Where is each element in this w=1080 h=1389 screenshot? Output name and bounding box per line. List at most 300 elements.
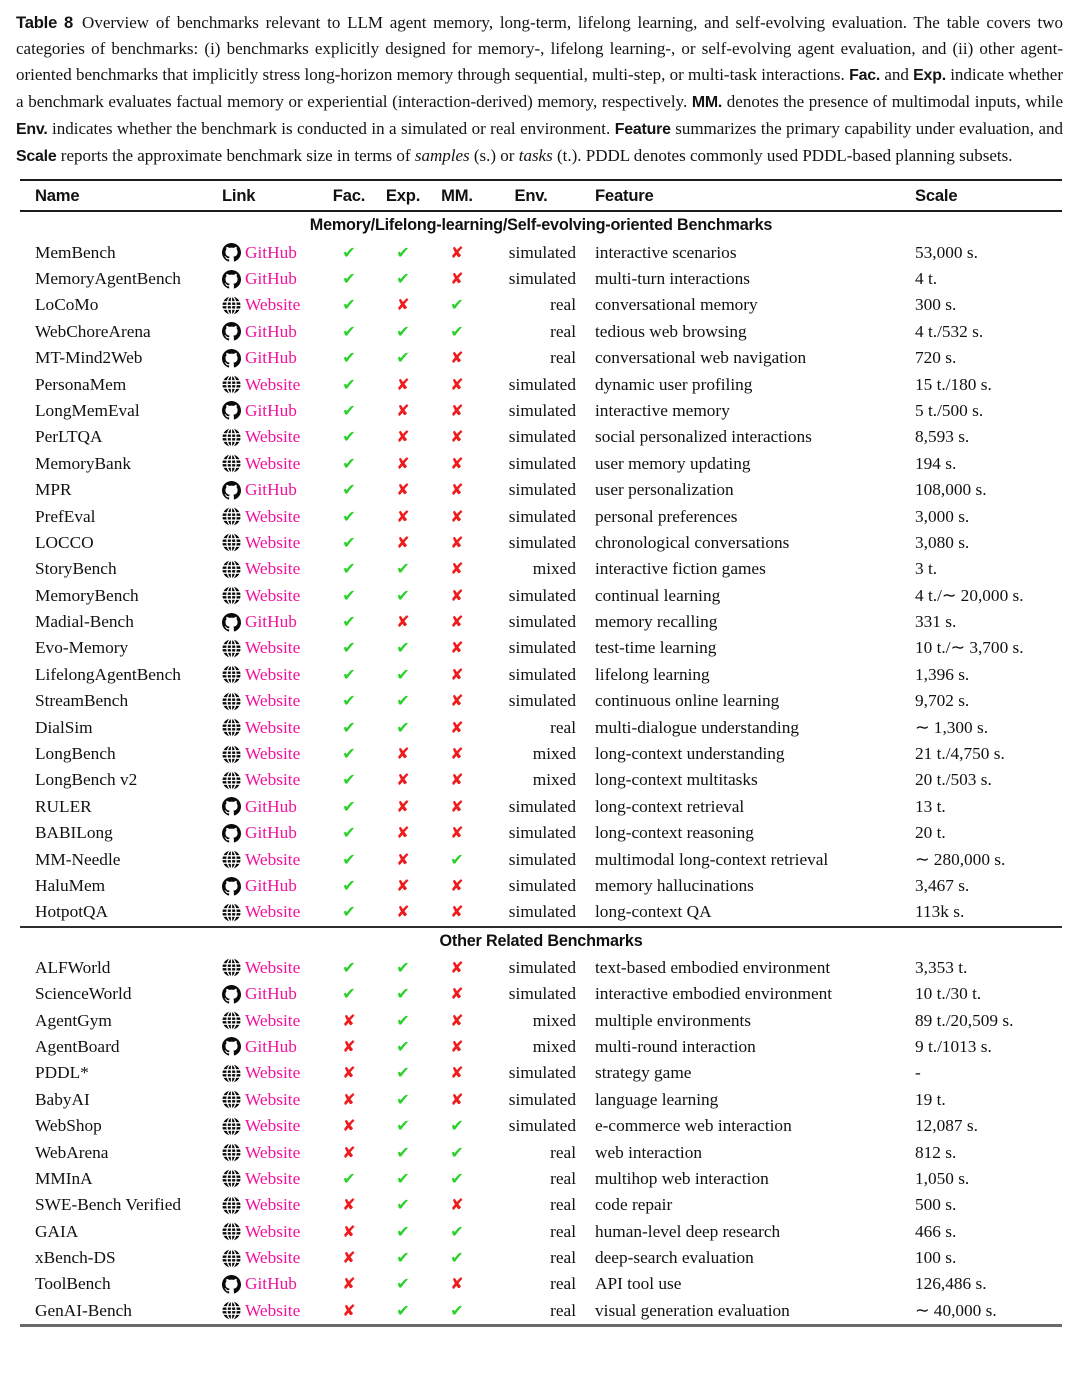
github-icon	[222, 1275, 241, 1294]
feature-text: long-context multitasks	[595, 770, 758, 790]
benchmark-link[interactable]	[222, 797, 322, 817]
feature-text: continual learning	[595, 585, 721, 605]
globe-icon	[222, 296, 241, 315]
feature-text: lifelong learning	[595, 664, 710, 684]
benchmark-link[interactable]	[222, 586, 322, 606]
globe-icon	[222, 533, 241, 552]
benchmark-link[interactable]	[222, 744, 322, 764]
benchmark-name: AgentGym	[35, 1010, 112, 1030]
cross-icon: ✘	[342, 1089, 356, 1109]
check-icon: ✔	[396, 1116, 410, 1136]
check-icon: ✔	[342, 400, 356, 420]
env-value: real	[550, 295, 576, 315]
benchmark-link[interactable]	[222, 1037, 322, 1057]
check-icon: ✔	[342, 796, 356, 816]
table-row	[20, 955, 1062, 981]
link-label: Website	[245, 770, 301, 790]
scale-value: 4 t./∼ 20,000 s.	[915, 585, 1024, 605]
env-value: simulated	[508, 876, 576, 895]
cross-icon: ✘	[450, 585, 464, 605]
benchmark-link[interactable]	[222, 1301, 322, 1321]
env-value: real	[550, 1300, 576, 1320]
caption-text: tasks	[518, 145, 553, 165]
check-icon: ✔	[396, 1010, 410, 1030]
table-row	[20, 1034, 1062, 1060]
link-label: Website	[245, 717, 301, 737]
table-bottom-rule	[20, 1324, 1062, 1327]
feature-text: memory recalling	[595, 612, 718, 632]
caption-bold-term: Fac.	[849, 66, 881, 84]
table-body	[20, 212, 1062, 1324]
column-header-fac: Fac.	[332, 185, 366, 205]
cross-icon: ✘	[450, 638, 464, 658]
scale-value: 53,000 s.	[915, 242, 978, 262]
feature-text: user personalization	[595, 480, 734, 500]
cross-icon: ✘	[396, 876, 410, 895]
check-icon: ✔	[342, 612, 356, 632]
env-value: simulated	[508, 984, 576, 1004]
link-label: Website	[245, 1195, 301, 1215]
table-caption	[16, 10, 1063, 169]
benchmark-name: HotpotQA	[35, 902, 108, 922]
benchmark-link[interactable]	[222, 850, 322, 870]
caption-text: Overview of benchmarks relevant to LLM agent memory, long-term, lifelong learning, and self-evolving evaluation. The table covers two categories of benchmarks: (i) benchmarks explicitly designed for memory-, lifelong learning-, or self-evolving agent evaluation, and (ii) other agent-oriented benchmarks that implicitly stress long-horizon memory through sequential, multi-step, or multi-task interactions.	[16, 13, 1063, 84]
benchmark-link[interactable]	[222, 691, 322, 711]
scale-value: 12,087 s.	[915, 1116, 978, 1136]
benchmark-name: LOCCO	[35, 532, 94, 552]
table-row	[20, 846, 1062, 872]
check-icon: ✔	[396, 664, 410, 684]
cross-icon: ✘	[396, 427, 410, 447]
link-label: Website	[245, 1089, 301, 1109]
globe-icon	[222, 1143, 241, 1162]
feature-text: human-level deep research	[595, 1221, 781, 1241]
column-header-scale: Scale	[915, 185, 958, 205]
scale-value: 8,593 s.	[915, 427, 970, 447]
link-label: GitHub	[245, 796, 297, 816]
globe-icon	[222, 1064, 241, 1083]
link-label: Website	[245, 638, 301, 658]
table-row	[20, 345, 1062, 371]
benchmark-link[interactable]	[222, 1063, 322, 1083]
benchmark-name: WebChoreArena	[35, 321, 151, 341]
check-icon: ✔	[450, 1300, 464, 1320]
benchmark-link[interactable]	[222, 1090, 322, 1110]
globe-icon	[222, 560, 241, 579]
link-label: Website	[245, 585, 301, 605]
github-icon	[222, 481, 241, 500]
env-value: simulated	[508, 823, 576, 843]
benchmark-name: HaluMem	[35, 876, 106, 895]
link-label: Website	[245, 295, 301, 315]
env-value: simulated	[508, 612, 576, 632]
caption-text: and	[880, 64, 914, 84]
check-icon: ✔	[342, 664, 356, 684]
cross-icon: ✘	[450, 374, 464, 394]
benchmark-name: Evo-Memory	[35, 638, 129, 658]
table-row	[20, 292, 1062, 318]
check-icon: ✔	[342, 984, 356, 1004]
feature-text: multimodal long-context retrieval	[595, 849, 829, 869]
link-label: GitHub	[245, 400, 297, 420]
globe-icon	[222, 692, 241, 711]
benchmark-name: ALFWorld	[35, 957, 111, 977]
check-icon: ✔	[396, 691, 410, 711]
link-label: Website	[245, 1221, 301, 1241]
table-row	[20, 371, 1062, 397]
globe-icon	[222, 1011, 241, 1030]
cross-icon: ✘	[450, 1195, 464, 1215]
cross-icon: ✘	[450, 823, 464, 843]
cross-icon: ✘	[450, 427, 464, 447]
table-row	[20, 1166, 1062, 1192]
globe-icon	[222, 1249, 241, 1268]
benchmark-link[interactable]	[222, 1169, 322, 1189]
feature-text: personal preferences	[595, 506, 738, 526]
check-icon: ✔	[396, 321, 410, 341]
globe-icon	[222, 1301, 241, 1320]
cross-icon: ✘	[450, 1274, 464, 1294]
table-row	[20, 424, 1062, 450]
table-row	[20, 1298, 1062, 1324]
check-icon: ✔	[342, 453, 356, 473]
check-icon: ✔	[342, 242, 356, 262]
benchmark-name: LifelongAgentBench	[35, 664, 181, 684]
feature-text: long-context reasoning	[595, 823, 754, 843]
table-row	[20, 662, 1062, 688]
scale-value: -	[915, 1063, 921, 1083]
benchmark-name: PDDL*	[35, 1063, 89, 1083]
table-row	[20, 530, 1062, 556]
check-icon: ✔	[342, 638, 356, 658]
benchmark-name: xBench-DS	[35, 1248, 116, 1268]
github-icon	[222, 322, 241, 341]
benchmark-name: MemoryBench	[35, 585, 139, 605]
cross-icon: ✘	[450, 506, 464, 526]
check-icon: ✔	[342, 480, 356, 500]
section-title: Other Related Benchmarks	[439, 931, 643, 950]
scale-value: 812 s.	[915, 1142, 957, 1162]
column-header-mm: MM.	[441, 185, 473, 205]
benchmark-name: MemoryAgentBench	[35, 269, 181, 289]
check-icon: ✔	[396, 717, 410, 737]
benchmark-link[interactable]	[222, 902, 322, 922]
benchmark-link[interactable]	[222, 533, 322, 553]
cross-icon: ✘	[342, 1063, 356, 1083]
check-icon: ✔	[396, 1221, 410, 1241]
cross-icon: ✘	[396, 400, 410, 420]
env-value: mixed	[532, 770, 576, 790]
table-row	[20, 688, 1062, 714]
table-row	[20, 741, 1062, 767]
env-value: real	[550, 1274, 576, 1294]
cross-icon: ✘	[396, 480, 410, 500]
caption-bold-term: Table 8	[16, 13, 74, 32]
feature-text: long-context understanding	[595, 744, 785, 764]
check-icon: ✔	[342, 374, 356, 394]
env-value: real	[550, 1142, 576, 1162]
caption-text: (s.) or	[469, 145, 519, 165]
scale-value: ∼ 40,000 s.	[915, 1300, 997, 1320]
caption-bold-term: Feature	[614, 120, 671, 138]
globe-icon	[222, 745, 241, 764]
feature-text: multiple environments	[595, 1010, 751, 1030]
benchmark-name: Madial-Bench	[35, 612, 134, 632]
benchmark-link[interactable]	[222, 1248, 322, 1268]
cross-icon: ✘	[342, 1221, 356, 1241]
env-value: real	[550, 348, 576, 368]
link-label: GitHub	[245, 242, 297, 262]
cross-icon: ✘	[450, 480, 464, 500]
benchmark-link[interactable]	[222, 427, 322, 447]
scale-value: 3,467 s.	[915, 876, 970, 895]
benchmark-name: PrefEval	[35, 506, 96, 526]
benchmark-link[interactable]	[222, 348, 322, 368]
table-row	[20, 583, 1062, 609]
scale-value: 20 t.	[915, 823, 946, 843]
benchmark-link[interactable]	[222, 718, 322, 738]
scale-value: 1,050 s.	[915, 1168, 970, 1188]
feature-text: multi-dialogue understanding	[595, 717, 799, 737]
env-value: mixed	[532, 1010, 576, 1030]
check-icon: ✔	[342, 348, 356, 368]
feature-text: multi-round interaction	[595, 1036, 756, 1056]
scale-value: 3,353 t.	[915, 957, 968, 977]
link-label: Website	[245, 559, 301, 579]
env-value: real	[550, 1248, 576, 1268]
cross-icon: ✘	[396, 612, 410, 632]
check-icon: ✔	[396, 1168, 410, 1188]
benchmark-link[interactable]	[222, 665, 322, 685]
cross-icon: ✘	[450, 664, 464, 684]
scale-value: 300 s.	[915, 295, 957, 315]
benchmark-link[interactable]	[222, 1116, 322, 1136]
benchmark-link[interactable]	[222, 638, 322, 658]
link-label: Website	[245, 506, 301, 526]
scale-value: 4 t./532 s.	[915, 321, 984, 341]
cross-icon: ✘	[450, 984, 464, 1004]
env-value: simulated	[508, 1089, 576, 1109]
env-value: mixed	[532, 744, 576, 764]
link-label: GitHub	[245, 348, 297, 368]
benchmark-link[interactable]	[222, 375, 322, 395]
table-row	[20, 1192, 1062, 1218]
link-label: GitHub	[245, 984, 297, 1004]
table-row	[20, 609, 1062, 635]
benchmark-link[interactable]	[222, 876, 322, 896]
feature-text: API tool use	[595, 1274, 682, 1294]
benchmark-name: BABILong	[35, 823, 113, 843]
benchmark-link[interactable]	[222, 269, 322, 289]
link-label: Website	[245, 1300, 301, 1320]
cross-icon: ✘	[342, 1116, 356, 1136]
check-icon: ✔	[342, 1168, 356, 1188]
benchmark-link[interactable]	[222, 770, 322, 790]
scale-value: 19 t.	[915, 1089, 946, 1109]
feature-text: web interaction	[595, 1142, 703, 1162]
env-value: mixed	[532, 559, 576, 579]
scale-value: 113k s.	[915, 902, 965, 922]
caption-text: samples	[414, 145, 470, 165]
benchmark-link[interactable]	[222, 1011, 322, 1031]
feature-text: dynamic user profiling	[595, 374, 753, 394]
link-label: GitHub	[245, 269, 297, 289]
benchmark-link[interactable]	[222, 507, 322, 527]
env-value: simulated	[508, 691, 576, 711]
check-icon: ✔	[450, 1221, 464, 1241]
caption-text: denotes the presence of multimodal inputs, while	[722, 91, 1063, 111]
table-row	[20, 239, 1062, 265]
globe-icon	[222, 850, 241, 869]
feature-text: interactive memory	[595, 400, 730, 420]
caption-bold-term: Scale	[16, 147, 57, 165]
benchmark-name: GenAI-Bench	[35, 1300, 132, 1320]
check-icon: ✔	[342, 321, 356, 341]
env-value: real	[550, 321, 576, 341]
benchmark-name: WebArena	[35, 1142, 109, 1162]
env-value: simulated	[508, 1063, 576, 1083]
column-header-feature: Feature	[595, 185, 654, 205]
table-row	[20, 794, 1062, 820]
link-label: Website	[245, 691, 301, 711]
caption-bold-term: Env.	[16, 120, 48, 138]
caption-text: indicates whether the benchmark is conducted in a simulated or real environment.	[47, 118, 615, 138]
env-value: simulated	[508, 506, 576, 526]
check-icon: ✔	[342, 876, 356, 895]
benchmark-link[interactable]	[222, 984, 322, 1004]
benchmark-link[interactable]	[222, 480, 322, 500]
check-icon: ✔	[396, 984, 410, 1004]
benchmark-link[interactable]	[222, 1195, 322, 1215]
benchmark-name: PerLTQA	[35, 427, 103, 447]
scale-value: 13 t.	[915, 796, 946, 816]
link-label: GitHub	[245, 1274, 297, 1294]
feature-text: language learning	[595, 1089, 719, 1109]
cross-icon: ✘	[396, 374, 410, 394]
check-icon: ✔	[450, 321, 464, 341]
github-icon	[222, 797, 241, 816]
feature-text: strategy game	[595, 1063, 692, 1083]
table-row	[20, 1007, 1062, 1033]
table-row	[20, 451, 1062, 477]
benchmark-link[interactable]	[222, 1143, 322, 1163]
cross-icon: ✘	[396, 453, 410, 473]
check-icon: ✔	[450, 1168, 464, 1188]
check-icon: ✔	[450, 295, 464, 315]
feature-text: memory hallucinations	[595, 876, 754, 895]
cross-icon: ✘	[450, 612, 464, 632]
table-row	[20, 319, 1062, 345]
scale-value: 331 s.	[915, 612, 957, 632]
scale-value: 194 s.	[915, 453, 957, 473]
cross-icon: ✘	[450, 400, 464, 420]
table-row	[20, 477, 1062, 503]
feature-text: interactive fiction games	[595, 559, 766, 579]
scale-value: 720 s.	[915, 348, 957, 368]
benchmark-name: LongMemEval	[35, 400, 140, 420]
caption-text: indicate whether a benchmark evaluates factual memory or experiential (interaction-derived) memory, respectively.	[16, 64, 1064, 111]
caption-text: summarizes the primary capability under evaluation, and	[670, 118, 1063, 138]
table-row	[20, 1245, 1062, 1271]
benchmark-name: LongBench v2	[35, 770, 138, 790]
table-row	[20, 1219, 1062, 1245]
benchmark-link[interactable]	[222, 823, 322, 843]
env-value: simulated	[508, 532, 576, 552]
cross-icon: ✘	[342, 1195, 356, 1215]
benchmark-name: ToolBench	[35, 1274, 111, 1294]
cross-icon: ✘	[450, 559, 464, 579]
cross-icon: ✘	[450, 269, 464, 289]
link-label: Website	[245, 453, 301, 473]
globe-icon	[222, 1117, 241, 1136]
benchmark-link[interactable]	[222, 1274, 322, 1294]
benchmark-link[interactable]	[222, 295, 322, 315]
cross-icon: ✘	[450, 532, 464, 552]
scale-value: 3 t.	[915, 559, 938, 579]
check-icon: ✔	[342, 585, 356, 605]
link-label: Website	[245, 1248, 301, 1268]
cross-icon: ✘	[342, 1036, 356, 1056]
link-label: GitHub	[245, 823, 297, 843]
check-icon: ✔	[342, 902, 356, 922]
benchmark-link[interactable]	[222, 559, 322, 579]
column-header-env: Env.	[514, 185, 548, 205]
cross-icon: ✘	[396, 796, 410, 816]
check-icon: ✔	[342, 849, 356, 869]
benchmark-link[interactable]	[222, 958, 322, 978]
globe-icon	[222, 1169, 241, 1188]
check-icon: ✔	[342, 532, 356, 552]
scale-value: 466 s.	[915, 1221, 957, 1241]
table-row	[20, 899, 1062, 925]
benchmark-link[interactable]	[222, 454, 322, 474]
feature-text: multi-turn interactions	[595, 269, 751, 289]
cross-icon: ✘	[396, 849, 410, 869]
scale-value: 500 s.	[915, 1195, 957, 1215]
table-row	[20, 1060, 1062, 1086]
cross-icon: ✘	[450, 957, 464, 977]
check-icon: ✔	[396, 1195, 410, 1215]
env-value: simulated	[508, 585, 576, 605]
benchmark-link[interactable]	[222, 612, 322, 632]
check-icon: ✔	[342, 770, 356, 790]
scale-value: 15 t./180 s.	[915, 374, 992, 394]
benchmark-name: MemoryBank	[35, 453, 131, 473]
benchmark-name: GAIA	[35, 1221, 79, 1241]
benchmark-name: SWE-Bench Verified	[35, 1195, 182, 1215]
github-icon	[222, 1037, 241, 1056]
table-row	[20, 714, 1062, 740]
check-icon: ✔	[342, 506, 356, 526]
table-row	[20, 820, 1062, 846]
benchmark-link[interactable]	[222, 1222, 322, 1242]
link-label: Website	[245, 532, 301, 552]
benchmark-link[interactable]	[222, 322, 322, 342]
check-icon: ✔	[396, 638, 410, 658]
feature-text: social personalized interactions	[595, 427, 812, 447]
benchmark-link[interactable]	[222, 243, 322, 263]
link-label: Website	[245, 744, 301, 764]
benchmark-link[interactable]	[222, 401, 322, 421]
env-value: simulated	[508, 796, 576, 816]
cross-icon: ✘	[450, 717, 464, 737]
cross-icon: ✘	[450, 1036, 464, 1056]
cross-icon: ✘	[450, 691, 464, 711]
scale-value: 10 t./30 t.	[915, 984, 982, 1004]
check-icon: ✔	[396, 242, 410, 262]
env-value: real	[550, 1221, 576, 1241]
link-label: GitHub	[245, 612, 297, 632]
